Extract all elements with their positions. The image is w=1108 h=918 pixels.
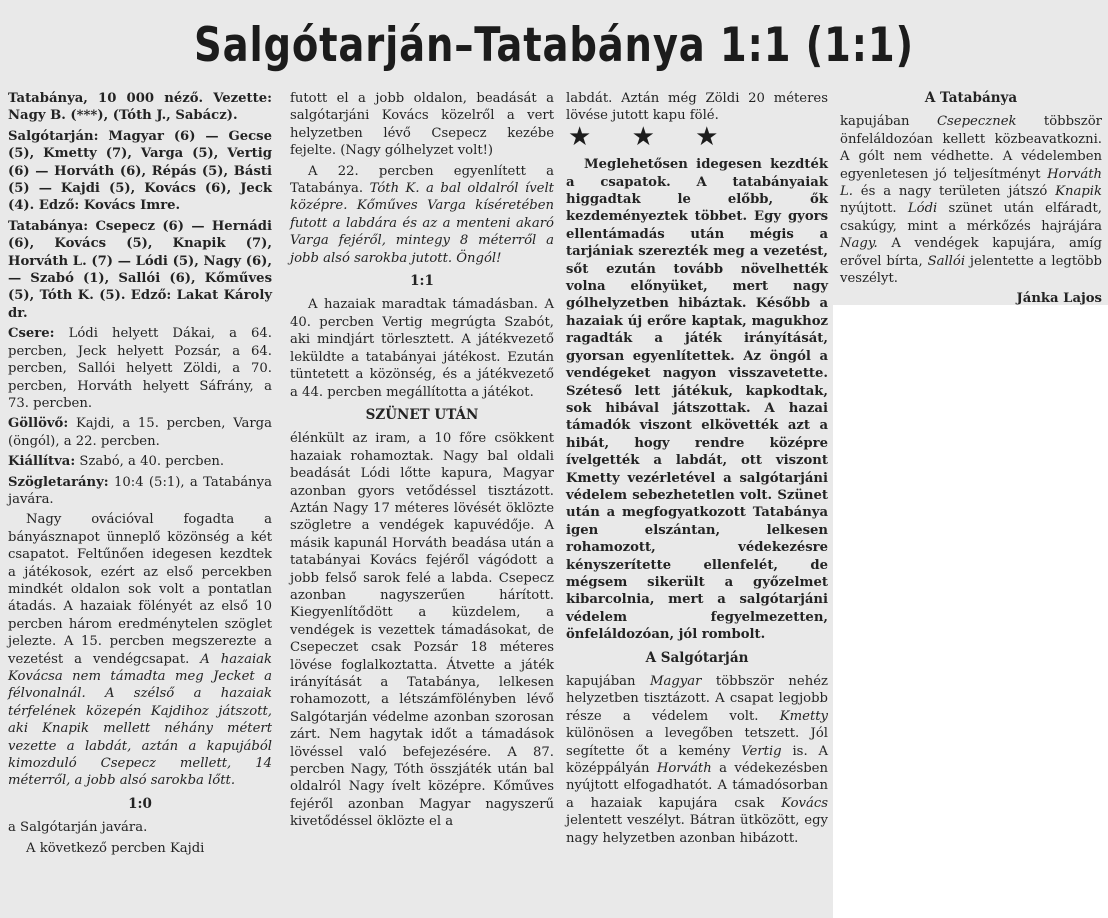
player-evaluation xyxy=(566,673,828,847)
report-paragraph: futott el a jobb oldalon, beadását a salgótarjáni Kovács közelről a vert helyzetben lévő Csepecz kezébe fejelte. (Nagy gólhelyzet volt!) xyxy=(290,91,554,159)
score-1-0: 1:0 xyxy=(128,795,152,812)
eval-text: jelentette a legtöbb veszélyt. xyxy=(840,253,1102,287)
corners-text: 10:4 (5:1), a Tatabánya javára. xyxy=(8,474,272,507)
eval-text: A vendégek kapujára, amíg erővel bírta, xyxy=(840,236,1102,269)
column-4 xyxy=(840,90,1102,308)
report-text: A 22. percben egyenlített a Tatabánya. xyxy=(290,163,554,197)
player-name: Horváth L. xyxy=(840,166,1102,200)
sent-off xyxy=(8,453,272,470)
player-name: Csepecznek xyxy=(936,114,1017,130)
author-signature: Jánka Lajos xyxy=(1016,291,1102,307)
eval-text: kapujában xyxy=(566,674,636,689)
salgotarjan-lineup xyxy=(8,128,272,215)
section-heading: A Tatabánya xyxy=(924,90,1018,106)
section-heading: A Salgótarján xyxy=(645,649,749,666)
report-paragraph xyxy=(8,511,272,790)
eval-text: és a nagy területen játszó xyxy=(860,184,1048,200)
column-1 xyxy=(8,90,272,860)
report-paragraph: A hazaiak maradtak támadásban. A 40. percben Vertig megrúgta Szabót, aki mindjárt törlesztett. A játékvezető leküldte a tatabányai játékost. Ezután tüntetett a közönség, és a játékvezető a 44. percben megállította a játékot. xyxy=(290,297,554,400)
report-text: Nagy ovációval fogadta a bányásznapot ünneplő közönség a két csapatot. Feltűnően idegesen kezdtek a játékosok, ezért az első percekben mindkét oldalon sok volt a pontatlan átadás. A hazaiak fölényét az első 10 percben három eredménytelen szöglet jelezte. A 15. percben megszerezte a vezetést a vendégcsapat. xyxy=(8,512,272,667)
player-name: Vertig xyxy=(741,743,782,759)
substitutions xyxy=(8,325,272,412)
report-paragraph: A következő percben Kajdi xyxy=(26,840,205,856)
substitutions-text: Lódi helyett Dákai, a 64. percben, Jeck helyett Pozsár, a 64. percben, Sallói helyett Zöldi, a 70. percben, Horváth helyett Sáfrány, a 73. percben. xyxy=(8,326,272,411)
player-name: Kovács xyxy=(781,795,828,811)
star-separator-icon: ★ ★ ★ xyxy=(568,121,735,152)
player-name: Magyar xyxy=(650,674,702,689)
eval-text: nyújtott. xyxy=(840,201,897,217)
eval-text: különösen a levegőben tetszett. Jól segítette őt a kemény xyxy=(566,726,828,759)
tatabanya-players: Csepecz (6) — Hernádi (6), Kovács (5), Knapik (7), Horváth L. (7) — Lódi (5), Nagy (6), — Szabó (1), Sallói (6), Kőműves (5), Tóth K. (5). Edző: Lakat Károly dr. xyxy=(8,218,273,321)
score-1-1: 1:1 xyxy=(410,273,434,290)
goalscorers-label: Göllövő: xyxy=(8,416,69,432)
analysis-paragraph: Meglehetősen idegesen kezdték a csapatok. A tatabányaiak higgadtak le előbb, ők kezdeményeztek többet. Egy gyors ellentámadás után mégis a tarjániak szerezték meg a vezetést, sőt ezután tovább növelhették volna előnyüket, mert nagy gólhelyzetben hibáztak. Később a hazaiak új erőre kaptak, magukhoz ragadták a játék irányítását, gyorsan egyenlítettek. Az öngól a vendégeket nagyon visszavetette. Széteső lett játékuk, kapkodtak, sok hibával játszottak. A hazai támadók viszont elkövették azt a hibát, hogy rendre középre ívelgették a labdát, ott viszont Kmetty vezérletével a salgótarjáni védelem sebezhetetlen volt. Szünet után a megfogyatkozott Tatabánya igen elszántan, lelkesen rohamozott, védekezésre kényszerítette ellenfelét, de mégsem sikerült a győzelmet kibarcolnia, mert a salgótarjáni védelem fegyelmezetten, önfeláldozóan, jól rombolt. xyxy=(566,157,828,643)
player-name: Horváth xyxy=(656,761,712,777)
substitutions-label: Csere: xyxy=(8,326,55,342)
section-heading: SZÜNET UTÁN xyxy=(365,406,479,423)
eval-text: szünet után elfáradt, csakúgy, mint a mérkőzés hajrájára xyxy=(840,201,1102,234)
tatabanya-label: Tatabánya: xyxy=(8,218,89,234)
headline: Salgótarján–Tatabánya 1:1 (1:1) xyxy=(194,18,914,73)
player-name: Knapik xyxy=(1055,184,1102,200)
corners xyxy=(8,474,272,509)
player-name: Kmetty xyxy=(779,708,828,724)
report-paragraph xyxy=(290,163,554,267)
eval-text: is. A középpályán xyxy=(566,743,828,777)
tatabanya-lineup xyxy=(8,218,272,322)
eval-text: többször nehéz helyzetben tisztázott. A csapat legjobb része a védelem volt. xyxy=(566,674,828,724)
match-info: Tatabánya, 10 000 néző. Vezette: Nagy B. (***), (Tóth J., Sabácz). xyxy=(8,91,272,124)
salgotarjan-label: Salgótarján: xyxy=(8,128,99,144)
eval-text: kapujában xyxy=(840,114,910,130)
sent-off-label: Kiállítva: xyxy=(8,454,76,470)
eval-text: jelentett veszélyt. Bátran ütközött, egy nagy helyzetben azonban hibázott. xyxy=(566,813,828,846)
salgotarjan-players: Magyar (6) — Gecse (5), Kmetty (7), Varga (5), Vertig (6) — Horváth (6), Répás (5), Básti (5) — Kajdi (5), Kovács (6), Jeck (4). Edző: Kovács Imre. xyxy=(8,128,272,214)
report-italic-text: A hazaiak Kovácsa nem támadta meg Jecket a félvonalnál. A szélső a hazaiak térfelének közepén Kajdihoz játszott, aki Knapik mellett néhány métert vezette a labdát, aztán a kapujából kimozduló Csepecz mellett, 14 méterről, a jobb alsó sarokba lőtt. xyxy=(8,651,273,789)
report-italic-text: Tóth K. a bal oldalról ívelt középre. Kőműves Varga kíséretében futott a labdára és az a menteni akaró Varga fejéről, mintegy 8 méterről a jobb alsó sarokba jutott. Öngól! xyxy=(290,181,554,266)
player-name: Sallói xyxy=(927,253,966,269)
column-2 xyxy=(290,90,554,834)
sent-off-text: Szabó, a 40. percben. xyxy=(79,454,225,470)
player-evaluation xyxy=(840,113,1102,287)
report-paragraph: élénkült az iram, a 10 főre csökkent hazaiak rohamoztak. Nagy bal oldali beadását Lódi lőtte kapura, Magyar azonban gyors vetődéssel tisztázott. Aztán Nagy 17 méteres lövését öklözte szögletre a vendégek kapuvédője. A másik kapunál Horváth beadása után a tatabányai Kovács fejéről vágódott a jobb felső sarok felé a labda. Csepecz azonban nagyszerűen hárított. Kiegyenlítődött a küzdelem, a vendégek is vezettek támadásokat, de Csepeczet csak Pozsár 18 méteres lövése foglalkoztatta. Átvette a játék irányítását a Tatabánya, lelkesen rohamozott, a létszámfölényben lévő Salgótarján védelme azonban szorosan zárt. Nem hagytak időt a támadások lövéssel való befejezésére. A 87. percben Nagy, Tóth összjáték után bal oldalról Nagy ívelt középre. Kőműves fejéről azonban Magyar nagyszerű kivetődéssel öklözte el a xyxy=(290,431,554,830)
eval-text: többször önfeláldozóan kellett közbeavatkozni. A gólt nem védhette. A védelemben egyenletesen jó teljesítményt xyxy=(840,114,1102,182)
player-name: Lódi xyxy=(907,201,938,217)
column-3 xyxy=(566,90,828,850)
player-name: Nagy. xyxy=(840,236,878,252)
report-paragraph: a Salgótarján javára. xyxy=(8,820,148,836)
corners-label: Szögletarány: xyxy=(8,474,109,490)
goalscorers xyxy=(8,415,272,450)
eval-text: a védekezésben nyújtott elfogadhatót. A támadósorban a hazaiak kapujára csak xyxy=(566,761,828,811)
goalscorers-text: Kajdi, a 15. percben, Varga (öngól), a 22. percben. xyxy=(8,416,272,449)
report-paragraph: labdát. Aztán még Zöldi 20 méteres lövése jutott kapu fölé. xyxy=(566,91,828,124)
